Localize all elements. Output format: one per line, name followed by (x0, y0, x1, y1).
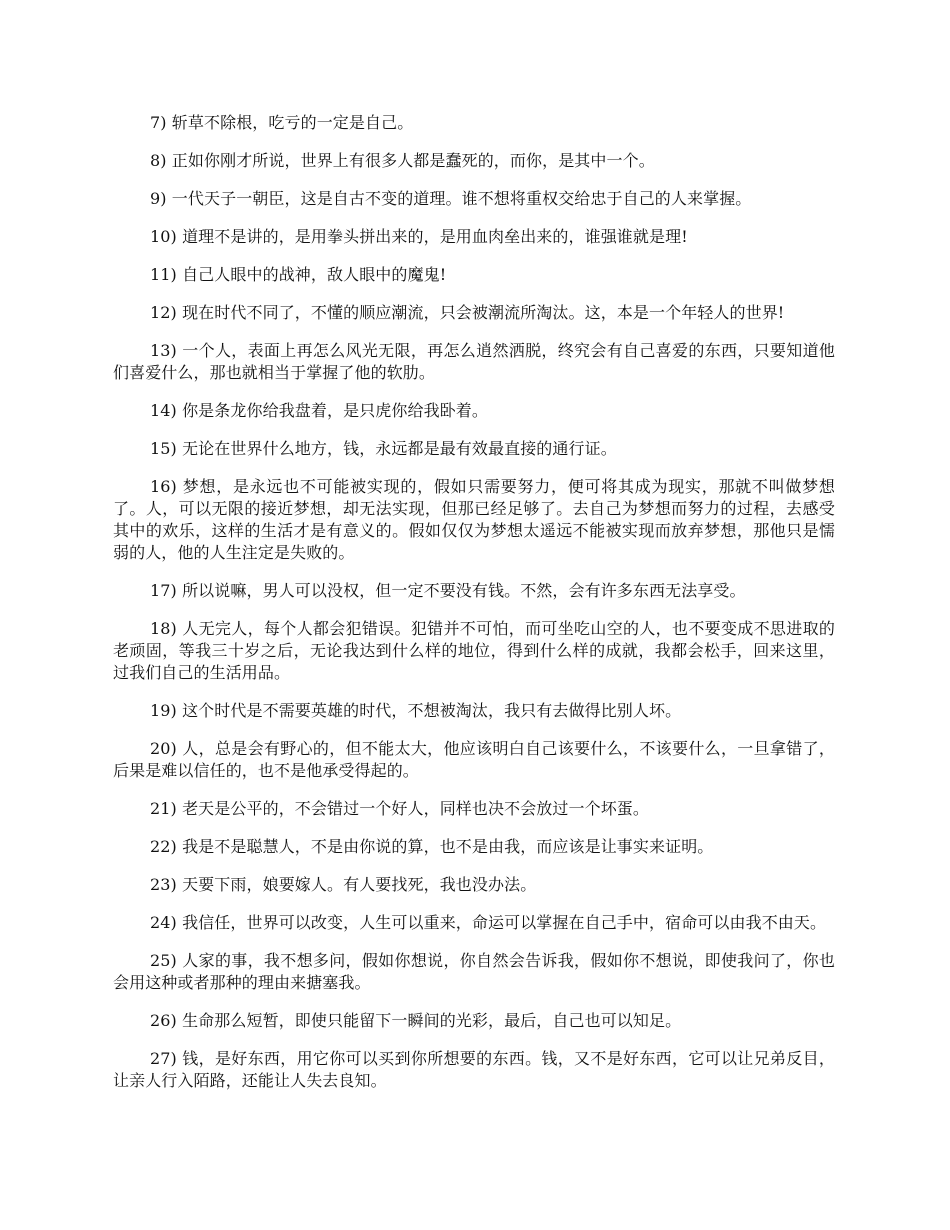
paragraph-9: 9) 一代天子一朝臣，这是自古不变的道理。谁不想将重权交给忠于自己的人来掌握。 (150, 189, 752, 208)
document-body (113, 112, 835, 1108)
paragraph-24: 24) 我信任，世界可以改变，人生可以重来，命运可以掌握在自己手中，宿命可以由我不由天。 (150, 913, 827, 932)
paragraph-10: 10) 道理不是讲的，是用拳头拼出来的，是用血肉垒出来的，谁强谁就是理! (150, 227, 688, 246)
paragraph-14: 14) 你是条龙你给我盘着，是只虎你给我卧着。 (150, 401, 488, 420)
paragraph-25: 25) 人家的事，我不想多问，假如你想说，你自然会告诉我，假如你不想说，即使我问了，你也会用这种或者那种的理由来搪塞我。 (113, 951, 835, 992)
paragraph-17: 17) 所以说嘛，男人可以没权，但一定不要没有钱。不然，会有许多东西无法享受。 (150, 581, 746, 600)
paragraph-22: 22) 我是不是聪慧人，不是由你说的算，也不是由我，而应该是让事实来证明。 (150, 837, 714, 856)
paragraph-20: 20) 人，总是会有野心的，但不能太大，他应该明白自己该要什么，不该要什么，一旦拿错了，后果是难以信任的，也不是他承受得起的。 (113, 739, 835, 780)
paragraph-16: 16) 梦想，是永远也不可能被实现的，假如只需要努力，便可将其成为现实，那就不叫做梦想了。人，可以无限的接近梦想，却无法实现，但那已经足够了。去自己为梦想而努力的过程，去感受其中的欢乐，这样的生活才是有意义的。假如仅仅为梦想太遥远不能被实现而放弃梦想，那他只是懦弱的人，他的人生注定是失败的。 (113, 477, 835, 562)
paragraph-19: 19) 这个时代是不需要英雄的时代，不想被淘汰，我只有去做得比别人坏。 (150, 701, 682, 720)
paragraph-26: 26) 生命那么短暂，即使只能留下一瞬间的光彩，最后，自己也可以知足。 (150, 1011, 682, 1030)
paragraph-8: 8) 正如你刚才所说，世界上有很多人都是蠢死的，而你，是其中一个。 (150, 151, 655, 170)
paragraph-21: 21) 老天是公平的，不会错过一个好人，同样也决不会放过一个坏蛋。 (150, 799, 649, 818)
paragraph-7: 7) 斩草不除根，吃亏的一定是自己。 (150, 113, 414, 132)
paragraph-11: 11) 自己人眼中的战神，敌人眼中的魔鬼! (150, 265, 447, 284)
paragraph-13: 13) 一个人，表面上再怎么风光无限，再怎么逍然洒脱，终究会有自己喜爱的东西，只要知道他们喜爱什么，那也就相当于掌握了他的软肋。 (113, 341, 835, 382)
paragraph-15: 15) 无论在世界什么地方，钱，永远都是最有效最直接的通行证。 (150, 439, 617, 458)
paragraph-27: 27) 钱，是好东西，用它你可以买到你所想要的东西。钱，又不是好东西，它可以让兄弟反目，让亲人行入陌路，还能让人失去良知。 (113, 1049, 835, 1090)
paragraph-23: 23) 天要下雨，娘要嫁人。有人要找死，我也没办法。 (150, 875, 537, 894)
paragraph-18: 18) 人无完人，每个人都会犯错误。犯错并不可怕，而可坐吃山空的人，也不要变成不思进取的老顽固，等我三十岁之后，无论我达到什么样的地位，得到什么样的成就，我都会松手，回来这里，过我们自己的生活用品。 (113, 619, 835, 682)
paragraph-12: 12) 现在时代不同了，不懂的顺应潮流，只会被潮流所淘汰。这，本是一个年轻人的世界! (150, 303, 785, 322)
